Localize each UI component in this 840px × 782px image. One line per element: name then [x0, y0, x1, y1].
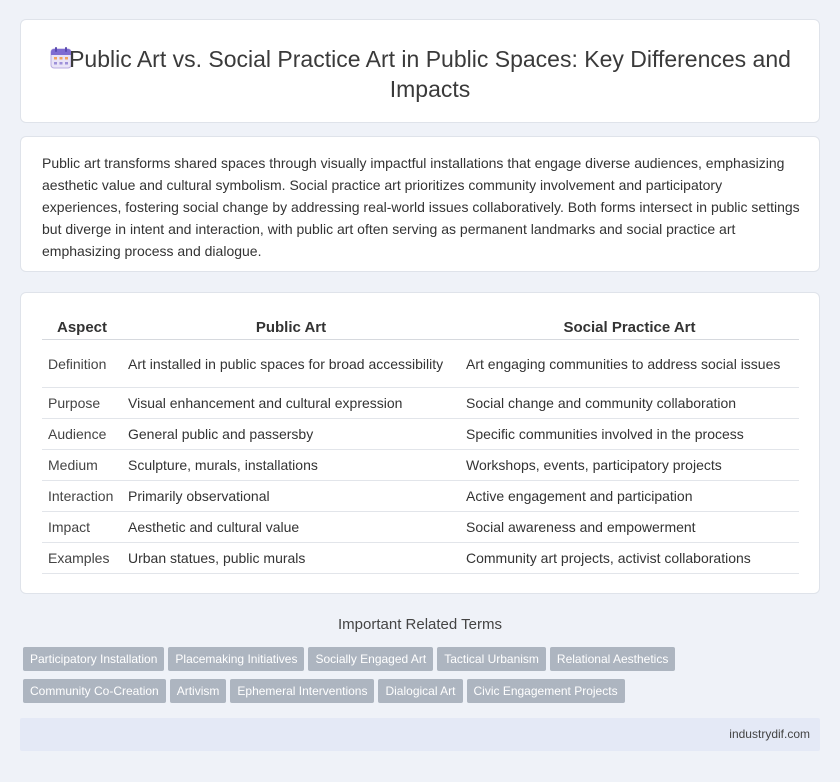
row-aspect: Audience [42, 419, 122, 450]
table-row [42, 450, 799, 481]
row-public-art: Art installed in public spaces for broad accessibility [122, 340, 460, 388]
table-header-row [42, 315, 799, 340]
row-public-art: General public and passersby [122, 419, 460, 450]
comparison-table [42, 315, 799, 574]
tag-civic-engagement-projects[interactable]: Civic Engagement Projects [467, 679, 625, 703]
row-aspect: Examples [42, 543, 122, 574]
row-public-art: Visual enhancement and cultural expression [122, 388, 460, 419]
row-social-practice-art: Social awareness and empowerment [460, 512, 799, 543]
row-aspect: Impact [42, 512, 122, 543]
row-social-practice-art: Art engaging communities to address social issues [460, 340, 799, 388]
row-public-art: Urban statues, public murals [122, 543, 460, 574]
table-row [42, 419, 799, 450]
comparison-table-card [20, 292, 820, 594]
related-terms-title: Important Related Terms [338, 616, 502, 633]
table-row [42, 512, 799, 543]
row-social-practice-art: Specific communities involved in the process [460, 419, 799, 450]
tag-ephemeral-interventions[interactable]: Ephemeral Interventions [230, 679, 374, 703]
row-aspect: Interaction [42, 481, 122, 512]
tag-participatory-installation[interactable]: Participatory Installation [23, 647, 164, 671]
header-public-art: Public Art [122, 315, 460, 340]
tag-artivism[interactable]: Artivism [170, 679, 227, 703]
intro-paragraph: Public art transforms shared spaces through visually impactful installations that engage diverse audiences, emphasizing aesthetic value and cultural symbolism. Social practice art prioritizes community involvement and participatory experiences, fostering social change by addressing real-world issues collaboratively. Both forms intersect in public settings but diverge in intent and interaction, with public art often serving as permanent landmarks and social practice art emphasizing process and dialogue. [42, 155, 800, 259]
header-social-practice-art: Social Practice Art [460, 315, 799, 340]
table-row [42, 340, 799, 388]
row-public-art: Sculpture, murals, installations [122, 450, 460, 481]
tag-community-co-creation[interactable]: Community Co-Creation [23, 679, 166, 703]
table-row [42, 481, 799, 512]
table-row [42, 543, 799, 574]
row-public-art: Primarily observational [122, 481, 460, 512]
row-social-practice-art: Community art projects, activist collaborations [460, 543, 799, 574]
row-social-practice-art: Social change and community collaboration [460, 388, 799, 419]
row-aspect: Medium [42, 450, 122, 481]
footer-bar [20, 718, 820, 751]
row-aspect: Purpose [42, 388, 122, 419]
tag-socially-engaged-art[interactable]: Socially Engaged Art [308, 647, 433, 671]
tag-relational-aesthetics[interactable]: Relational Aesthetics [550, 647, 675, 671]
row-public-art: Aesthetic and cultural value [122, 512, 460, 543]
row-social-practice-art: Active engagement and participation [460, 481, 799, 512]
row-social-practice-art: Workshops, events, participatory projects [460, 450, 799, 481]
tag-tactical-urbanism[interactable]: Tactical Urbanism [437, 647, 546, 671]
title-card [20, 19, 820, 123]
page-title: Public Art vs. Social Practice Art in Public Spaces: Key Differences and Impacts [69, 46, 791, 102]
related-terms-tags [23, 647, 723, 711]
tag-placemaking-initiatives[interactable]: Placemaking Initiatives [168, 647, 304, 671]
table-row [42, 388, 799, 419]
tag-dialogical-art[interactable]: Dialogical Art [378, 679, 462, 703]
intro-card [20, 136, 820, 272]
row-aspect: Definition [42, 340, 122, 388]
footer-site-link[interactable]: industrydif.com [729, 727, 810, 741]
header-aspect: Aspect [42, 315, 122, 340]
